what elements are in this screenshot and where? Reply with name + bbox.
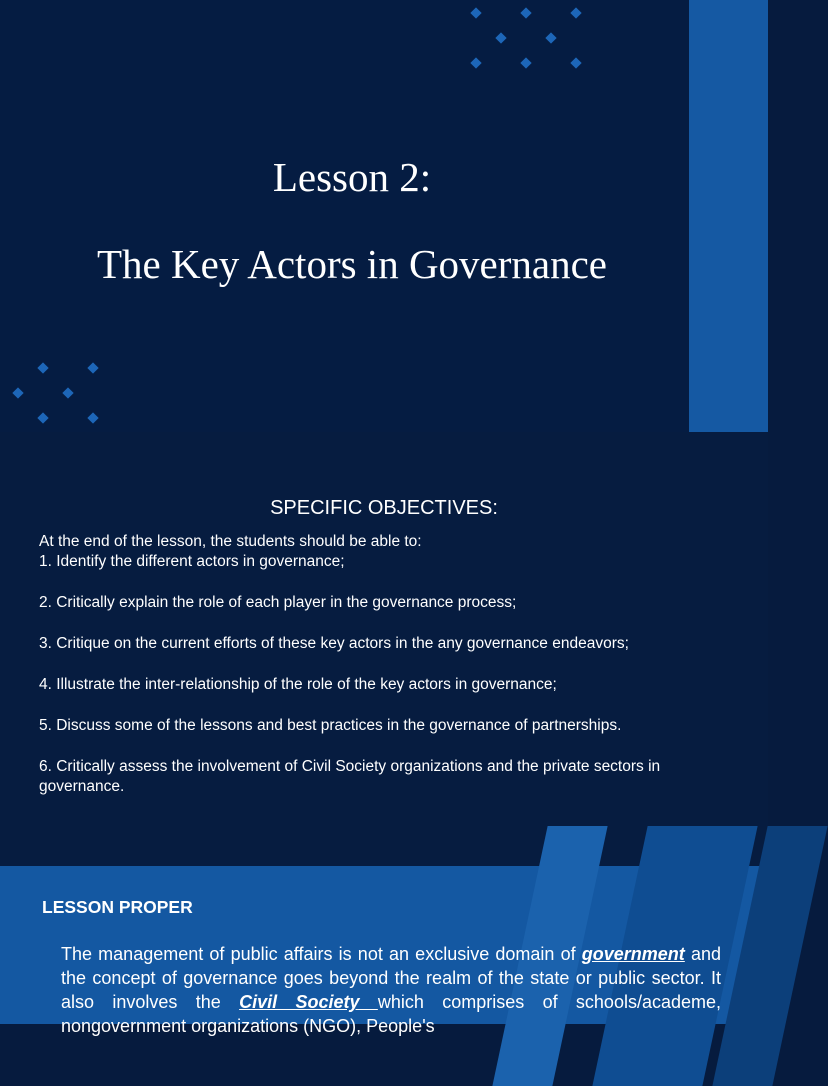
lesson-proper-heading: LESSON PROPER [42,897,193,917]
objective-item: 6. Critically assess the involvement of Civil Society organizations and the private sectors in governance. [39,758,661,795]
paragraph-text: The management of public affairs is not an exclusive domain of [61,944,582,964]
objectives-intro: At the end of the lesson, the students should be able to: [39,533,422,550]
objective-item: 3. Critique on the current efforts of these key actors in the any governance endeavors; [39,635,629,652]
objectives-heading: SPECIFIC OBJECTIVES: [270,497,498,519]
keyword-government: government [581,944,685,964]
side-accent-bar [689,0,768,432]
paragraph-text: which comprises of schools/academe, nongovernment organizations (NGO), People's [61,992,722,1036]
lesson-number: Lesson 2: [272,154,432,200]
objectives-list [39,552,739,818]
objective-item: 2. Critically explain the role of each player in the governance process; [39,594,517,611]
lesson-proper-slide [0,866,768,1036]
objective-item: 1. Identify the different actors in governance; [39,553,345,570]
objective-item: 5. Discuss some of the lessons and best practices in the governance of partnerships. [39,717,622,734]
decorative-dots-top [470,5,580,67]
keyword-civil-society: Civil Society [239,992,378,1012]
objective-item: 4. Illustrate the inter-relationship of the role of the key actors in governance; [39,676,557,693]
decorative-dots-left [12,360,102,422]
lesson-proper-paragraph [61,942,721,1038]
lesson-title: The Key Actors in Governance [96,241,608,287]
paragraph-text: and the concept of governance goes beyond the realm of the state or public sector. It also involves the [61,944,721,1012]
title-slide [0,0,768,432]
objectives-slide [0,432,768,866]
